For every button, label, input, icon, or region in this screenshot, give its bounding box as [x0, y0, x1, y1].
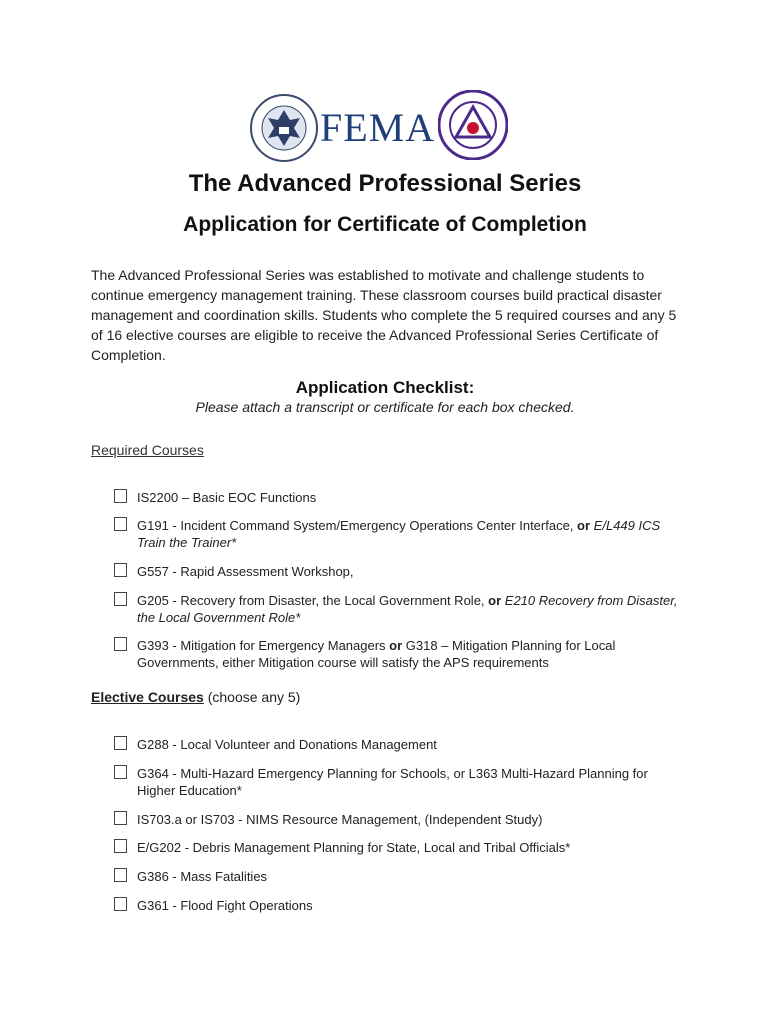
checkbox[interactable]: [114, 897, 127, 911]
elective-item-g361[interactable]: [114, 897, 684, 914]
elective-item-g288[interactable]: [114, 736, 684, 753]
elective-courses-label: Elective Courses: [91, 689, 204, 705]
checkbox[interactable]: [114, 736, 127, 750]
course-label: G393 - Mitigation for Emergency Managers or G318 – Mitigation Planning for Local Governments, either Mitigation course will satisfy the APS requirements: [137, 638, 616, 670]
elective-courses-suffix: (choose any 5): [203, 689, 301, 705]
required-item-is2200[interactable]: [114, 489, 684, 506]
checkbox[interactable]: [114, 765, 127, 779]
elective-item-g386[interactable]: [114, 868, 684, 885]
required-courses-label: Required Courses: [91, 442, 204, 458]
checkbox[interactable]: [114, 592, 127, 606]
checklist-title: Application Checklist:: [295, 378, 475, 397]
page-title: The Advanced Professional Series: [188, 170, 582, 197]
course-label: G557 - Rapid Assessment Workshop,: [137, 564, 354, 579]
course-label: E/G202 - Debris Management Planning for State, Local and Tribal Officials*: [137, 840, 571, 855]
course-label: G361 - Flood Fight Operations: [137, 898, 313, 913]
required-item-g393[interactable]: [114, 637, 684, 671]
checkbox[interactable]: [114, 637, 127, 651]
course-label: G205 - Recovery from Disaster, the Local Government Role, or E210 Recovery from Disaster, the Local Government Role*: [137, 593, 678, 625]
elective-item-eg202[interactable]: [114, 839, 684, 856]
header-logos: [0, 90, 770, 170]
required-courses-heading: [91, 442, 204, 458]
elective-item-is703[interactable]: [114, 811, 684, 828]
course-label: IS2200 – Basic EOC Functions: [137, 490, 317, 505]
elective-item-g364[interactable]: [114, 765, 684, 799]
intro-paragraph: The Advanced Professional Series was established to motivate and challenge students to continue emergency management training. These classroom courses build practical disaster management and coordination skills. Students who complete the 5 required courses and any 5 of 16 elective courses are eligible to receive the Advanced Professional Series Certificate of Completion.: [91, 267, 677, 363]
elective-courses-heading: [91, 689, 300, 705]
checklist-note: Please attach a transcript or certificate for each box checked.: [195, 399, 575, 415]
course-label: G288 - Local Volunteer and Donations Management: [137, 737, 437, 752]
course-label: IS703.a or IS703 - NIMS Resource Management, (Independent Study): [137, 812, 543, 827]
fema-wordmark: FEMA: [320, 105, 436, 150]
va-seal-icon: [438, 90, 508, 160]
checkbox[interactable]: [114, 868, 127, 882]
course-label: G364 - Multi-Hazard Emergency Planning for Schools, or L363 Multi-Hazard Planning for Higher Education*: [137, 766, 648, 798]
checkbox[interactable]: [114, 517, 127, 531]
checkbox[interactable]: [114, 489, 127, 503]
page-subtitle: Application for Certificate of Completion: [183, 213, 587, 236]
checkbox[interactable]: [114, 839, 127, 853]
required-item-g557[interactable]: [114, 563, 684, 580]
dhs-seal-icon: [250, 94, 318, 162]
checkbox[interactable]: [114, 811, 127, 825]
checkbox[interactable]: [114, 563, 127, 577]
required-item-g191[interactable]: [114, 517, 684, 551]
course-label: G191 - Incident Command System/Emergency Operations Center Interface, or E/L449 ICS Train the Trainer*: [137, 518, 661, 550]
course-label: G386 - Mass Fatalities: [137, 869, 268, 884]
required-item-g205[interactable]: [114, 592, 684, 626]
